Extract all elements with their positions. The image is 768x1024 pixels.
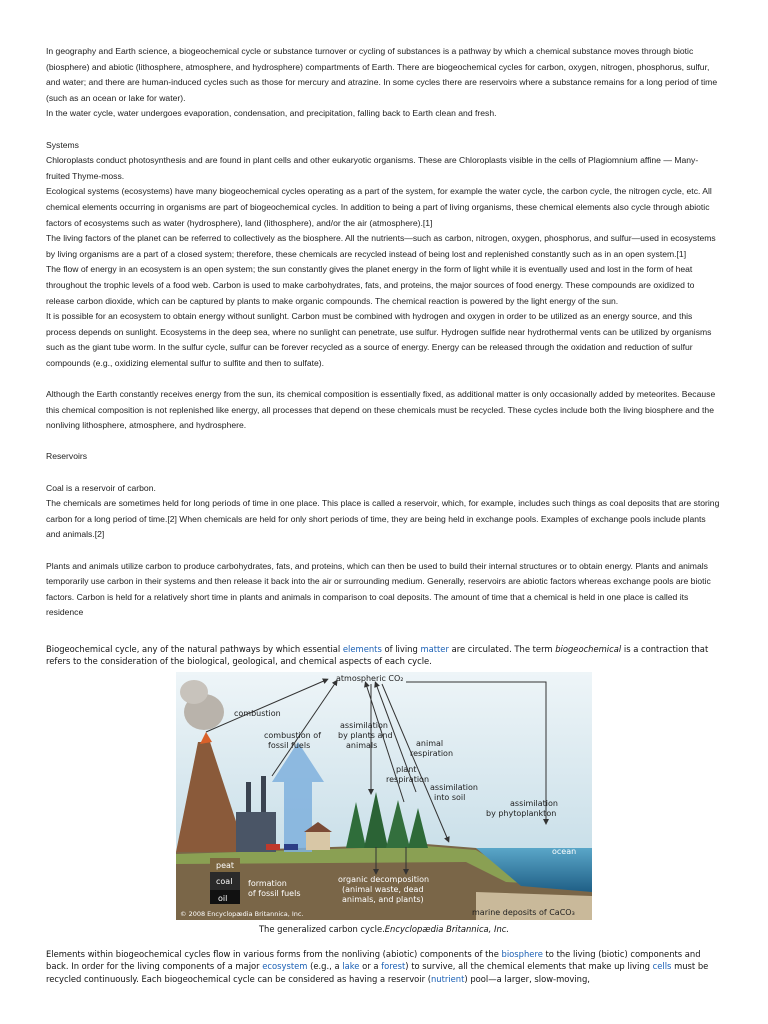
document-page	[46, 44, 722, 985]
paragraph-water-cycle: In the water cycle, water undergoes evaporation, condensation, and precipitation, falling back to Earth clean and fresh.	[46, 108, 497, 119]
label-atmospheric-co2: atmospheric CO₂	[336, 673, 404, 683]
text-run: to the living (biotic) components and back. In order for the living components of a major	[46, 948, 701, 972]
house	[306, 832, 330, 850]
link-matter[interactable]: matter	[420, 643, 449, 654]
smoke-cloud	[180, 680, 208, 704]
label-assim-plants: by plants and	[338, 730, 393, 740]
link-lake[interactable]: lake	[342, 961, 360, 972]
label-copyright: © 2008 Encyclopædia Britannica, Inc.	[180, 909, 304, 918]
label-marine-deposits: marine deposits of CaCO₃	[472, 907, 575, 917]
heading-systems: Systems	[46, 139, 79, 150]
paragraph-ecosystems: Ecological systems (ecosystems) have many biogeochemical cycles operating as a part of the system, for example the water cycle, the carbon cycle, the nitrogen cycle, etc. All chemical elements occurring in organisms are part of biogeochemical cycles. In addition to being a part of living organisms, these chemical elements also cycle through abiotic factors of ecosystems such as water (hydrosphere), land (lithosphere), and/or the air (atmosphere).[1]	[46, 186, 712, 228]
label-combustion: combustion	[234, 708, 281, 718]
smokestack	[261, 776, 266, 812]
label-ocean: ocean	[552, 846, 577, 856]
term-biogeochemical: biogeochemical	[555, 643, 622, 654]
label-plant-resp: plant	[396, 764, 417, 774]
paragraph-although: Although the Earth constantly receives energy from the sun, its chemical composition is essentially fixed, as additional matter is only occasionally added by meteorites. Because this chemical composition is not replenished like energy, all processes that depend on these chemicals must be recycled. These cycles include both the living biosphere and the nonliving lithosphere, atmosphere, and hydrosphere.	[46, 389, 716, 431]
label-decomposition: animals, and plants)	[342, 894, 424, 904]
label-decomposition: (animal waste, dead	[342, 884, 424, 894]
text-run: ) pool—a larger, slow-moving,	[464, 973, 590, 984]
label-assim-phyto: assimilation	[510, 798, 558, 808]
paragraph-chloroplasts: Chloroplasts conduct photosynthesis and are found in plant cells and other eukaryotic organisms. These are Chloroplasts visible in the cells of Plagiomnium affine — Many-fruited Thyme-moss.	[46, 155, 699, 181]
link-ecosystem[interactable]: ecosystem	[262, 961, 308, 972]
paragraph-elements-flow	[46, 948, 722, 985]
label-decomposition: organic decomposition	[338, 874, 430, 884]
paragraph-living-factors: The living factors of the planet can be referred to collectively as the biosphere. All the nutrients—such as carbon, nitrogen, oxygen, phosphorus, and sulfur—used in ecosystems by living organisms are a part of a closed system; therefore, these chemicals are recycled instead of being lost and replenished constantly such as in an open system.[1]	[46, 233, 716, 259]
text-run: ) to survive, all the chemical elements that make up living	[405, 961, 653, 972]
paragraph-plants-animals: Plants and animals utilize carbon to produce carbohydrates, fats, and proteins, which can then be used to build their internal structures or to obtain energy. Plants and animals temporarily use carbon in their systems and then release it back into the air or surrounding medium. Generally, reservoirs are abiotic factors whereas exchange pools are biotic factors. Carbon is held for a relatively short time in plants and animals in comparison to coal deposits. The amount of time that a chemical is held in one place is called its residence	[46, 560, 711, 618]
label-fossil-combustion: fossil fuels	[268, 740, 311, 750]
carbon-cycle-diagram	[176, 672, 592, 920]
label-formation: formation	[248, 878, 287, 888]
link-forest[interactable]: forest	[381, 961, 406, 972]
caption-text: The generalized carbon cycle.	[258, 923, 385, 934]
label-animal-resp: animal	[416, 738, 444, 748]
paragraph-intro: In geography and Earth science, a biogeochemical cycle or substance turnover or cycling of substances is a pathway by which a chemical substance moves through biotic (biosphere) and abiotic (lithosphere, atmosphere, and hydrosphere) compartments of Earth. There are biogeochemical cycles for carbon, oxygen, nitrogen, phosphorus, sulfur, and water; and there are human-induced cycles such as those for mercury and atrazine. In some cycles there are reservoirs where a substance remains for a long period of time (such as an ocean or lake for water).	[46, 46, 718, 103]
label-assim-plants: animals	[346, 740, 378, 750]
paragraph-biogeochemical-definition	[46, 643, 722, 668]
caption-credit: Encyclopædia Britannica, Inc.	[384, 923, 510, 934]
text-run: Elements within biogeochemical cycles flow in various forms from the nonliving (abiotic) components of the	[46, 948, 502, 959]
label-assim-plants: assimilation	[340, 720, 388, 730]
paragraph-without-sunlight: It is possible for an ecosystem to obtain energy without sunlight. Carbon must be combined with hydrogen and oxygen in order to be utilized as an energy source, and this process depends on sunlight. Ecosystems in the deep sea, where no sunlight can penetrate, use sulfur. Hydrogen sulfide near hydrothermal vents can be utilized by organisms such as the giant tube worm. In the sulfur cycle, sulfur can be forever recycled as a source of energy. Energy can be released through the oxidation and reduction of sulfur compounds (e.g., oxidizing elemental sulfur to sulfite and then to sulfate).	[46, 311, 712, 368]
smokestack	[246, 782, 251, 812]
label-fossil-combustion: combustion of	[264, 730, 321, 740]
text-run: must be recycled continuously. Each biogeochemical cycle can be considered as having a reservoir (	[46, 961, 709, 984]
label-coal: coal	[216, 876, 233, 886]
paragraph-energy-flow: The flow of energy in an ecosystem is an open system; the sun constantly gives the planet energy in the form of light while it is eventually used and lost in the form of heat throughout the trophic levels of a food web. Carbon is used to make carbohydrates, fats, and proteins, the major sources of food energy. These compounds are oxidized to release carbon dioxide, which can be captured by plants to make organic compounds. The chemical reaction is powered by the light energy of the sun.	[46, 264, 695, 306]
text-run: of living	[381, 643, 421, 654]
label-animal-resp: respiration	[410, 748, 454, 758]
text-run: (e.g., a	[307, 961, 343, 972]
text-run: Biogeochemical cycle, any of the natural pathways by which essential	[46, 643, 343, 654]
text-run: is a contraction that refers to the consideration of the biological, geological, and chemical aspects of each cycle.	[46, 643, 709, 667]
label-oil: oil	[218, 893, 228, 903]
heading-reservoirs: Reservoirs	[46, 451, 88, 462]
label-peat: peat	[216, 860, 235, 870]
link-nutrient[interactable]: nutrient	[430, 973, 465, 984]
label-assim-soil: assimilation	[430, 782, 478, 792]
link-biosphere[interactable]: biosphere	[501, 948, 543, 959]
label-assim-phyto: by phytoplankton	[486, 808, 557, 818]
paragraph-coal: Coal is a reservoir of carbon.	[46, 482, 156, 493]
label-plant-resp: respiration	[386, 774, 430, 784]
text-run: or a	[359, 961, 382, 972]
carbon-cycle-figure	[176, 672, 592, 920]
link-cells[interactable]: cells	[652, 961, 672, 972]
label-formation: of fossil fuels	[248, 888, 301, 898]
label-assim-soil: into soil	[434, 792, 466, 802]
car	[284, 844, 298, 850]
paragraph-chemicals: The chemicals are sometimes held for long periods of time in one place. This place is called a reservoir, which, for example, includes such things as coal deposits that are storing carbon for a long period of time.[2] When chemicals are held for only short periods of time, they are being held in exchange pools. Examples of exchange pools include plants and animals.[2]	[46, 498, 720, 540]
link-elements[interactable]: elements	[342, 643, 382, 654]
text-run: are circulated. The term	[448, 643, 556, 654]
figure-caption	[46, 924, 722, 934]
car	[266, 844, 280, 850]
